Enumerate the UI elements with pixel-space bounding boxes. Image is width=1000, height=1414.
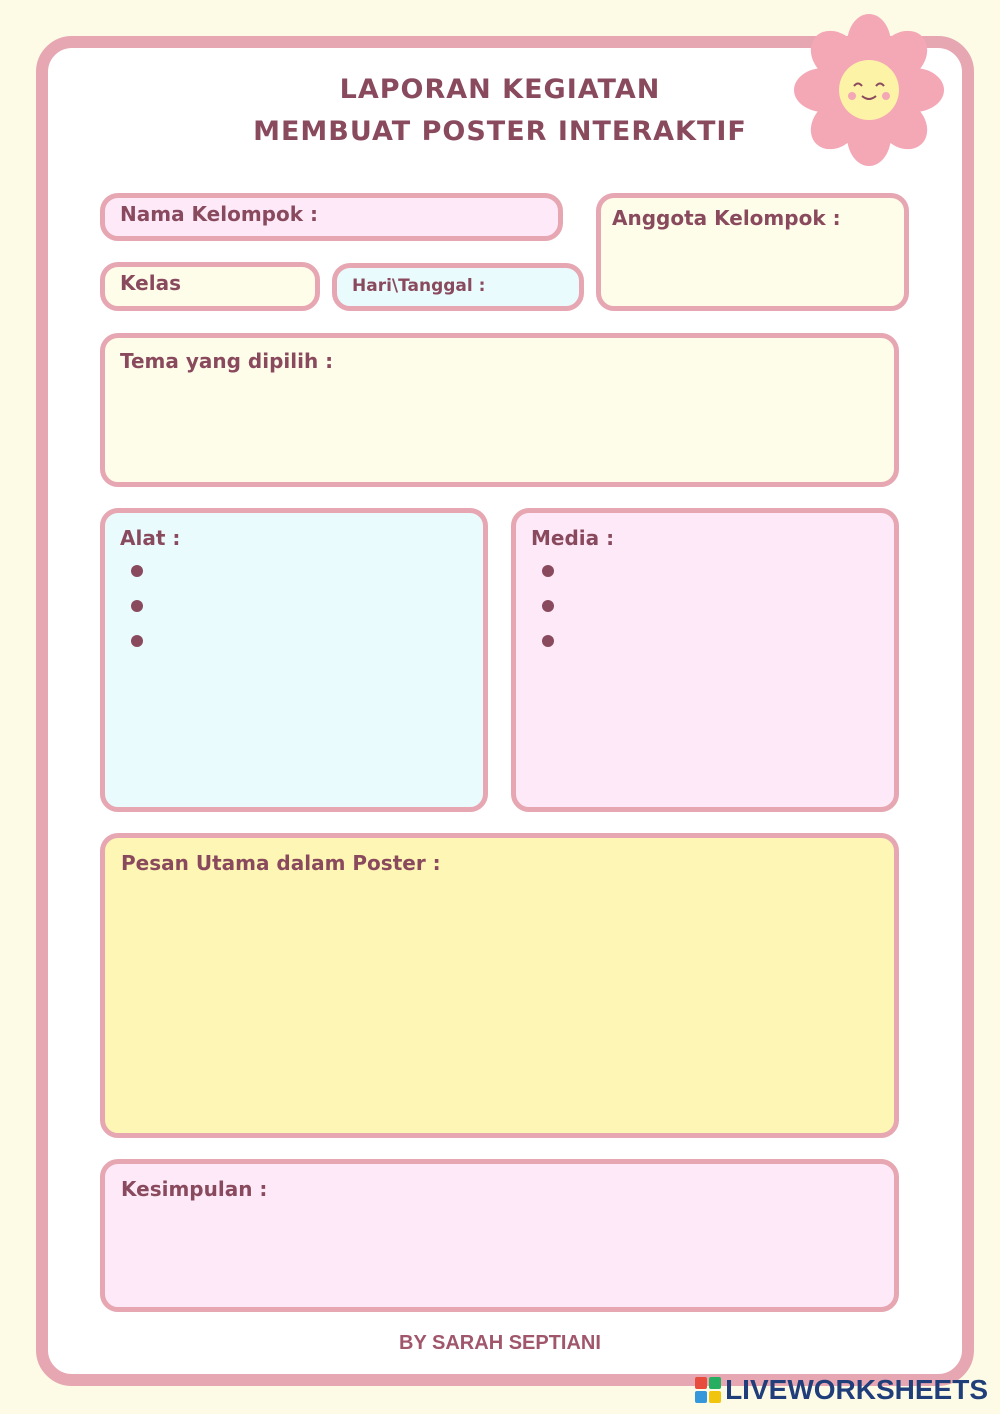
alat-bullet-1	[131, 565, 143, 577]
pesan-utama-field[interactable]	[100, 833, 899, 1138]
tema-label: Tema yang dipilih :	[120, 349, 334, 373]
author-credit: BY SARAH SEPTIANI	[399, 1332, 601, 1354]
liveworksheets-logo-icon	[695, 1377, 721, 1403]
liveworksheets-brand[interactable]	[695, 1374, 988, 1406]
kesimpulan-label: Kesimpulan :	[121, 1177, 268, 1201]
title-line-2: MEMBUAT POSTER INTERAKTIF	[253, 116, 747, 147]
pesan-utama-label: Pesan Utama dalam Poster :	[121, 851, 441, 875]
alat-field[interactable]	[100, 508, 488, 812]
hari-tanggal-label: Hari\Tanggal :	[352, 276, 486, 296]
alat-bullet-2	[131, 600, 143, 612]
title-line-1: LAPORAN KEGIATAN	[339, 74, 661, 105]
alat-bullet-3	[131, 635, 143, 647]
media-field[interactable]	[511, 508, 899, 812]
anggota-kelompok-label: Anggota Kelompok :	[612, 206, 841, 230]
nama-kelompok-label: Nama Kelompok :	[120, 202, 318, 226]
media-bullet-2	[542, 600, 554, 612]
liveworksheets-text: LIVEWORKSHEETS	[725, 1374, 988, 1405]
media-bullet-1	[542, 565, 554, 577]
alat-label: Alat :	[120, 526, 181, 550]
media-bullet-3	[542, 635, 554, 647]
media-label: Media :	[531, 526, 615, 550]
kelas-label: Kelas	[120, 271, 181, 295]
